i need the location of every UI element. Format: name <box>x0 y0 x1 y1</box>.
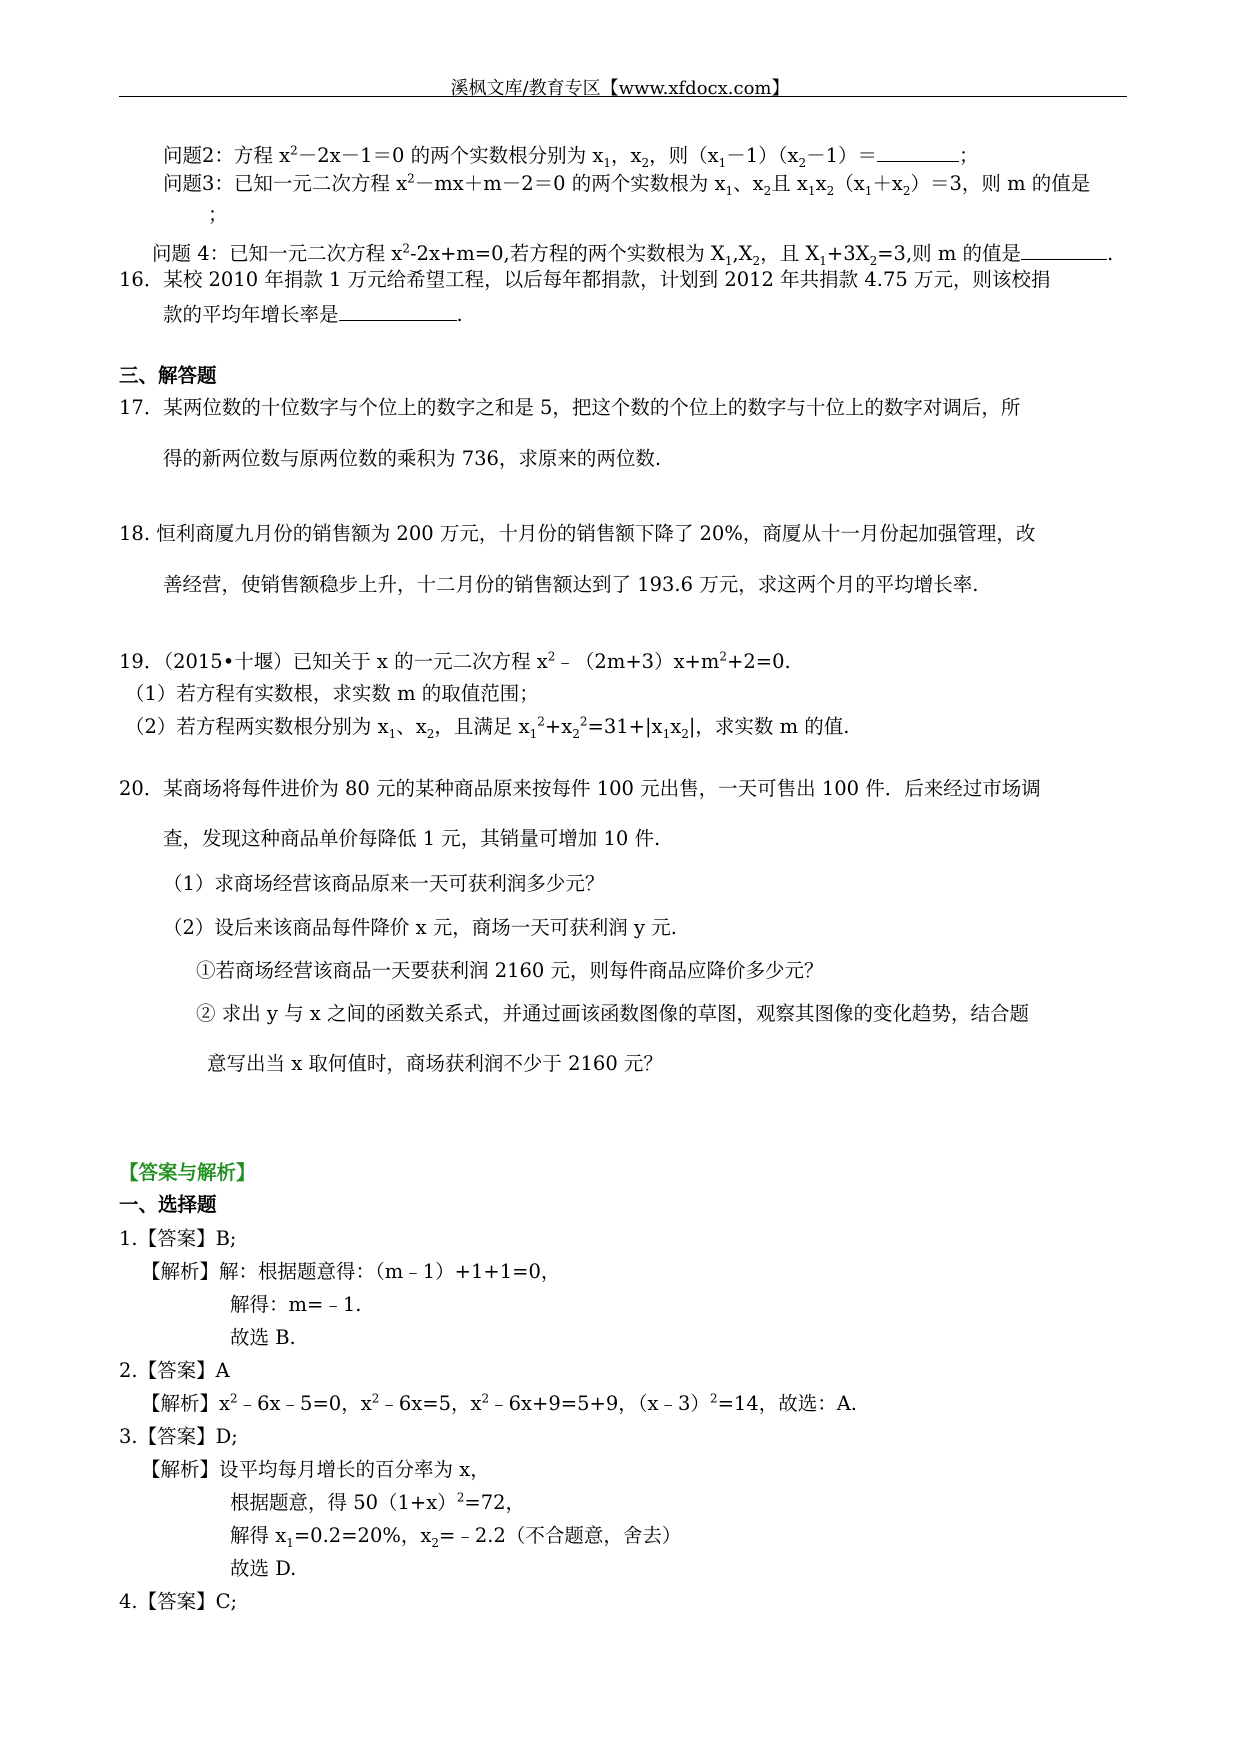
section-3-title: 三、解答题 <box>119 364 217 387</box>
question-16-line-1: 16．某校 2010 年捐款 1 万元给希望工程，以后每年都捐款，计划到 2012 年共捐款 4.75 万元，则该校捐 <box>119 268 1051 291</box>
problem-2: 问题2：方程 $x^2-2x-1=0$ 的两个实数根分别为 $x_1$，$x_2$，则$(x_1-1)(x_2-1)=$ ； <box>163 143 979 170</box>
answer-blank <box>339 302 457 321</box>
answer-1-explanation-1: 【解析】解：根据题意得：（m﹣1）+1+1=0， <box>141 1260 561 1283</box>
answer-3-explanation-3: 解得 $x_1=0.2=20\%$，$x_2=﹣2.2$（不合题意，舍去） <box>230 1524 682 1550</box>
answer-4: 4.【答案】C; <box>119 1590 238 1613</box>
answer-1-explanation-2: 解得：m=﹣1. <box>230 1293 362 1316</box>
question-20-part-2: （2）设后来该商品每件降价 x 元，商场一天可获利润 y 元. <box>163 916 677 939</box>
question-20-line-1: 20．某商场将每件进价为 80 元的某种商品原来按每件 100 元出售，一天可售出 100 件．后来经过市场调 <box>119 777 1041 800</box>
question-18-line-1: 18. 恒利商厦九月份的销售额为 200 万元，十月份的销售额下降了 20%，商厦从十一月份起加强管理，改 <box>119 522 1036 545</box>
answer-3-explanation-1: 【解析】设平均每月增长的百分率为 x， <box>141 1458 490 1481</box>
page-header: 溪枫文库/教育专区【www.xfdocx.com】 <box>450 78 790 99</box>
question-20-part-2-sub-2-cont: 意写出当 x 取何值时，商场获利润不少于 2160 元？ <box>207 1052 663 1075</box>
answer-3: 3.【答案】D; <box>119 1425 238 1448</box>
answer-1-explanation-3: 故选 B. <box>230 1326 296 1349</box>
answer-3-explanation-2: 根据题意，得 $50(1+x)^2=72$， <box>230 1490 526 1514</box>
answer-3-explanation-4: 故选 D. <box>230 1557 297 1580</box>
answer-1: 1.【答案】B; <box>119 1227 237 1250</box>
question-19-part-2: （2）若方程两实数根分别为 $x_1$、$x_2$，且满足 $x_1^2+x_2^2=31+|x_1x_2|$，求实数 m 的值. <box>125 714 850 741</box>
question-19-part-1: （1）若方程有实数根，求实数 m 的取值范围； <box>125 682 539 705</box>
question-20-line-2: 查，发现这种商品单价每降低 1 元，其销量可增加 10 件. <box>163 827 661 850</box>
answer-2-explanation: 【解析】$x^2﹣6x﹣5=0$，$x^2﹣6x=5$，$x^2﹣6x+9=5+9$，（x﹣3）$^2$=14，故选：A. <box>141 1391 858 1415</box>
question-17-line-2: 得的新两位数与原两位数的乘积为 736，求原来的两位数. <box>163 447 662 470</box>
problem-3-semicolon: ； <box>208 203 228 226</box>
answer-2: 2.【答案】A <box>119 1359 230 1382</box>
question-16-line-2: 款的平均年增长率是 . <box>163 303 463 326</box>
question-20-part-1: （1）求商场经营该商品原来一天可获利润多少元？ <box>163 872 605 895</box>
question-20-part-2-sub-1: ①若商场经营该商品一天要获利润 2160 元，则每件商品应降价多少元？ <box>196 959 824 982</box>
answers-title: 【答案与解析】 <box>119 1161 256 1184</box>
answers-section-1-title: 一、选择题 <box>119 1193 217 1216</box>
header-divider <box>119 96 1127 97</box>
answer-blank <box>1021 241 1107 260</box>
problem-4: 问题 4：已知一元二次方程 $x^2-2x+m=0$,若方程的两个实数根为 $X_1,X_2$，且 $X_1+3X_2=3$,则 m 的值是 . <box>152 241 1114 268</box>
problem-3: 问题3：已知一元二次方程 $x^2-mx+m-2=0$ 的两个实数根为 $x_1$、$x_2$且 $x_1x_2(x_1+x_2)=3$，则 m 的值是 <box>163 171 1091 198</box>
question-20-part-2-sub-2: ② 求出 y 与 x 之间的函数关系式，并通过画该函数图像的草图，观察其图像的变化趋势，结合题 <box>196 1002 1030 1025</box>
question-18-line-2: 善经营，使销售额稳步上升，十二月份的销售额达到了 193.6 万元，求这两个月的平均增长率. <box>163 573 979 596</box>
answer-blank <box>877 143 959 162</box>
question-19-line-1: 19．（2015•十堰）已知关于 x 的一元二次方程 $x^2﹣(2m+3)x+m^2+2=0$. <box>119 649 791 673</box>
question-17-line-1: 17．某两位数的十位数字与个位上的数字之和是 5，把这个数的个位上的数字与十位上的数字对调后，所 <box>119 396 1021 419</box>
